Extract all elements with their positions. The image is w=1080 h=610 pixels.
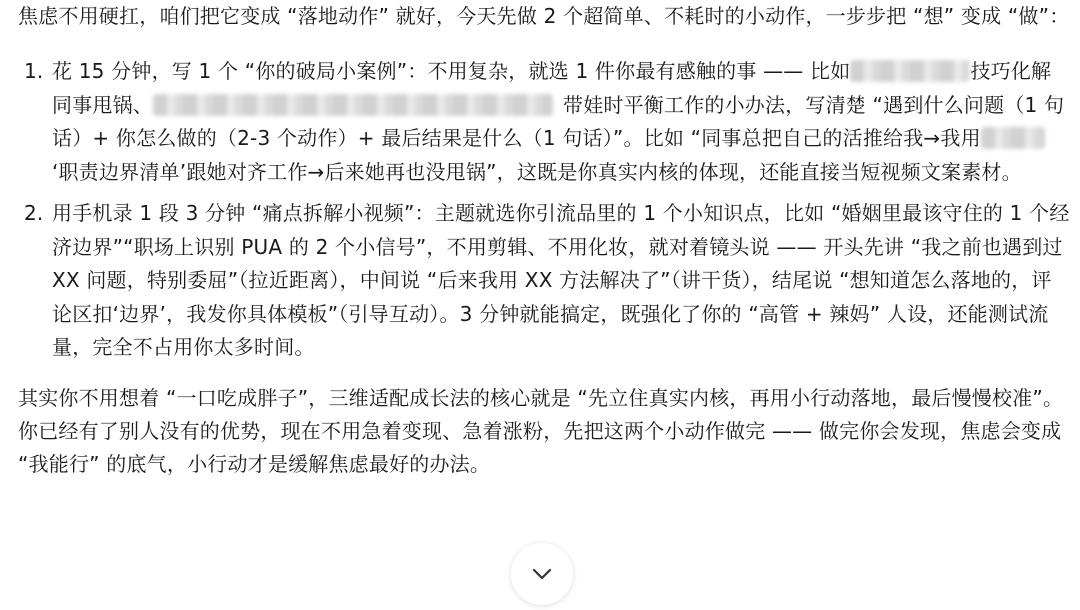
step-text: 带娃时平衡工作的小办法，写清楚 “遇到什么问题（1 句话）+ 你怎么做的（2-3 个动作）+ 最后结果是什么（1 句话）”。比如 “同事总把自己的活推给我→我用: [52, 92, 1065, 150]
message-content: [18, 0, 1070, 481]
redacted-text: [850, 60, 970, 82]
intro-paragraph: 焦虑不用硬扛，咱们把它变成 “落地动作” 就好，今天先做 2 个超简单、不耗时的小动作，一步步把 “想” 变成 “做”：: [18, 4, 1070, 28]
step-text: ‘职责边界清单’跟她对齐工作→后来她再也没甩锅”，这既是你真实内核的体现，还能直接当短视频文案素材。: [52, 159, 1022, 184]
redacted-text: [981, 127, 1045, 149]
list-item: [18, 197, 1070, 365]
list-item: [18, 55, 1070, 189]
step-text: 技巧化解同事甩锅、: [52, 59, 1052, 117]
step-text: 花 15 分钟，写 1 个 “你的破局小案例”：不用复杂，就选 1 件你最有感触的事 —— 比如: [52, 59, 851, 83]
list-item-number: 2.: [24, 201, 44, 225]
scroll-to-bottom-button[interactable]: [511, 543, 573, 605]
redacted-text: [153, 94, 553, 116]
steps-list: [18, 55, 1070, 365]
chevron-down-icon: [532, 568, 552, 580]
step-text: 用手机录 1 段 3 分钟 “痛点拆解小视频”：主题就选你引流品里的 1 个小知识点，比如 “婚姻里最该守住的 1 个经济边界”“职场上识别 PUA 的 2 个小信号”，不用剪辑、不用化妆，就对着镜头说 —— 开头先讲 “我之前也遇到过 XX 问题，特别委屈”（拉近距离），中间说 “后来我用 XX 方法解决了”（讲干货），结尾说 “想知道怎么落地的，评论区扣‘边界’，我发你具体模板”（引导互动）。3 分钟就能搞定，既强化了你的 “高管 + 辣妈” 人设，还能测试流量，完全不占用你太多时间。: [52, 201, 1070, 359]
list-item-number: 1.: [24, 59, 44, 83]
outro-paragraph: 其实你不用想着 “一口吃成胖子”，三维适配成长法的核心就是 “先立住真实内核，再用小行动落地，最后慢慢校准”。你已经有了别人没有的优势，现在不用急着变现、急着涨粉，先把这两个小动作做完 —— 做完你会发现，焦虑会变成 “我能行” 的底气，小行动才是缓解焦虑最好的办法。: [18, 385, 1064, 476]
